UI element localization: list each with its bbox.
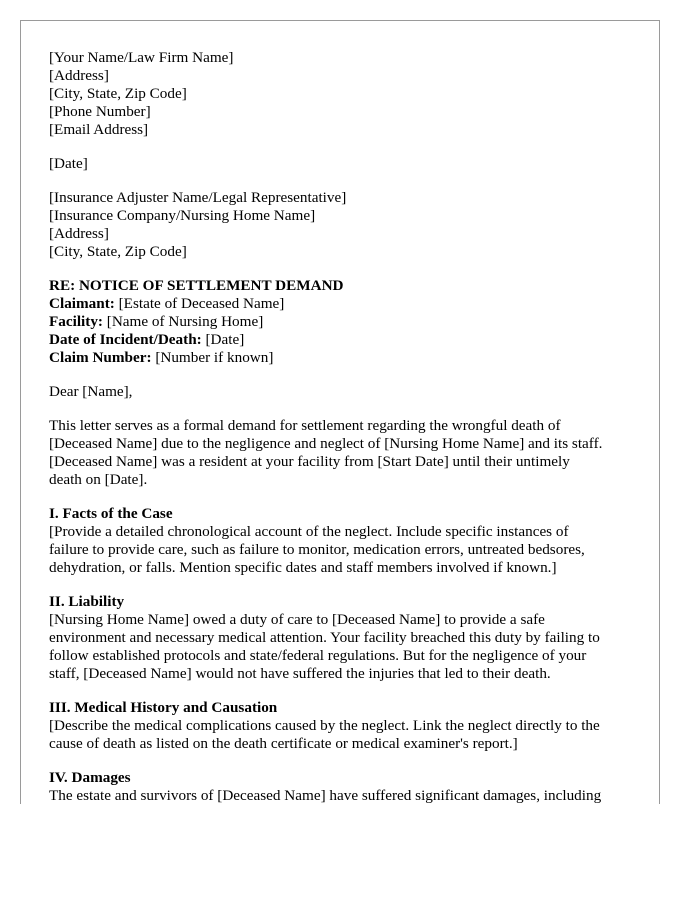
- facility-value: [Name of Nursing Home]: [102, 313, 264, 330]
- section-medical: [49, 699, 634, 753]
- sender-city: [City, State, Zip Code]: [49, 85, 187, 102]
- re-heading: RE: NOTICE OF SETTLEMENT DEMAND: [49, 277, 344, 294]
- sender-address: [Address]: [49, 67, 109, 84]
- letter-page: [20, 20, 660, 804]
- section-heading: IV. Damages: [49, 769, 131, 786]
- section-liability: [49, 593, 634, 683]
- section-line: failure to provide care, such as failure to monitor, medication errors, untreated bedsores,: [49, 541, 585, 558]
- section-line: The estate and survivors of [Deceased Name] have suffered significant damages, including: [49, 787, 602, 804]
- intro-line: [Deceased Name] due to the negligence and neglect of [Nursing Home Name] and its staff.: [49, 435, 603, 452]
- claim-label: Claim Number:: [49, 349, 152, 366]
- salutation-block: [49, 383, 634, 401]
- section-line: follow established protocols and state/federal regulations. But for the negligence of your: [49, 647, 587, 664]
- section-damages: [49, 769, 634, 804]
- section-heading: II. Liability: [49, 593, 125, 610]
- intro-line: death on [Date].: [49, 471, 148, 488]
- section-facts: [49, 505, 634, 577]
- re-incident: [49, 331, 634, 349]
- recipient-city: [City, State, Zip Code]: [49, 243, 187, 260]
- re-block: [49, 277, 634, 367]
- sender-email: [Email Address]: [49, 121, 149, 138]
- incident-value: [Date]: [201, 331, 245, 348]
- section-line: [Nursing Home Name] owed a duty of care to [Deceased Name] to provide a safe: [49, 611, 545, 628]
- letter-content: [49, 49, 634, 804]
- facility-label: Facility:: [49, 313, 103, 330]
- section-heading: III. Medical History and Causation: [49, 699, 278, 716]
- re-claim: [49, 349, 634, 367]
- intro-line: [Deceased Name] was a resident at your facility from [Start Date] until their untimely: [49, 453, 570, 470]
- incident-label: Date of Incident/Death:: [49, 331, 202, 348]
- claimant-label: Claimant:: [49, 295, 115, 312]
- section-heading: I. Facts of the Case: [49, 505, 173, 522]
- section-line: cause of death as listed on the death certificate or medical examiner's report.]: [49, 735, 518, 752]
- recipient-block: [49, 189, 634, 261]
- re-claimant: [49, 295, 634, 313]
- recipient-name: [Insurance Adjuster Name/Legal Representative]: [49, 189, 347, 206]
- letter-date: [Date]: [49, 155, 88, 172]
- claimant-value: [Estate of Deceased Name]: [114, 295, 285, 312]
- sender-phone: [Phone Number]: [49, 103, 151, 120]
- section-line: dehydration, or falls. Mention specific dates and staff members involved if known.]: [49, 559, 557, 576]
- re-facility: [49, 313, 634, 331]
- intro-line: This letter serves as a formal demand for settlement regarding the wrongful death of: [49, 417, 561, 434]
- intro-paragraph: [49, 417, 634, 489]
- section-line: [Describe the medical complications caused by the neglect. Link the neglect directly to the: [49, 717, 600, 734]
- recipient-company: [Insurance Company/Nursing Home Name]: [49, 207, 316, 224]
- date-block: [49, 155, 634, 173]
- section-line: staff, [Deceased Name] would not have suffered the injuries that led to their death.: [49, 665, 551, 682]
- sender-block: [49, 49, 634, 139]
- sender-name: [Your Name/Law Firm Name]: [49, 49, 234, 66]
- recipient-address: [Address]: [49, 225, 109, 242]
- section-line: environment and necessary medical attention. Your facility breached this duty by failing to: [49, 629, 600, 646]
- salutation: Dear [Name],: [49, 383, 133, 400]
- claim-value: [Number if known]: [151, 349, 274, 366]
- section-line: [Provide a detailed chronological account of the neglect. Include specific instances of: [49, 523, 569, 540]
